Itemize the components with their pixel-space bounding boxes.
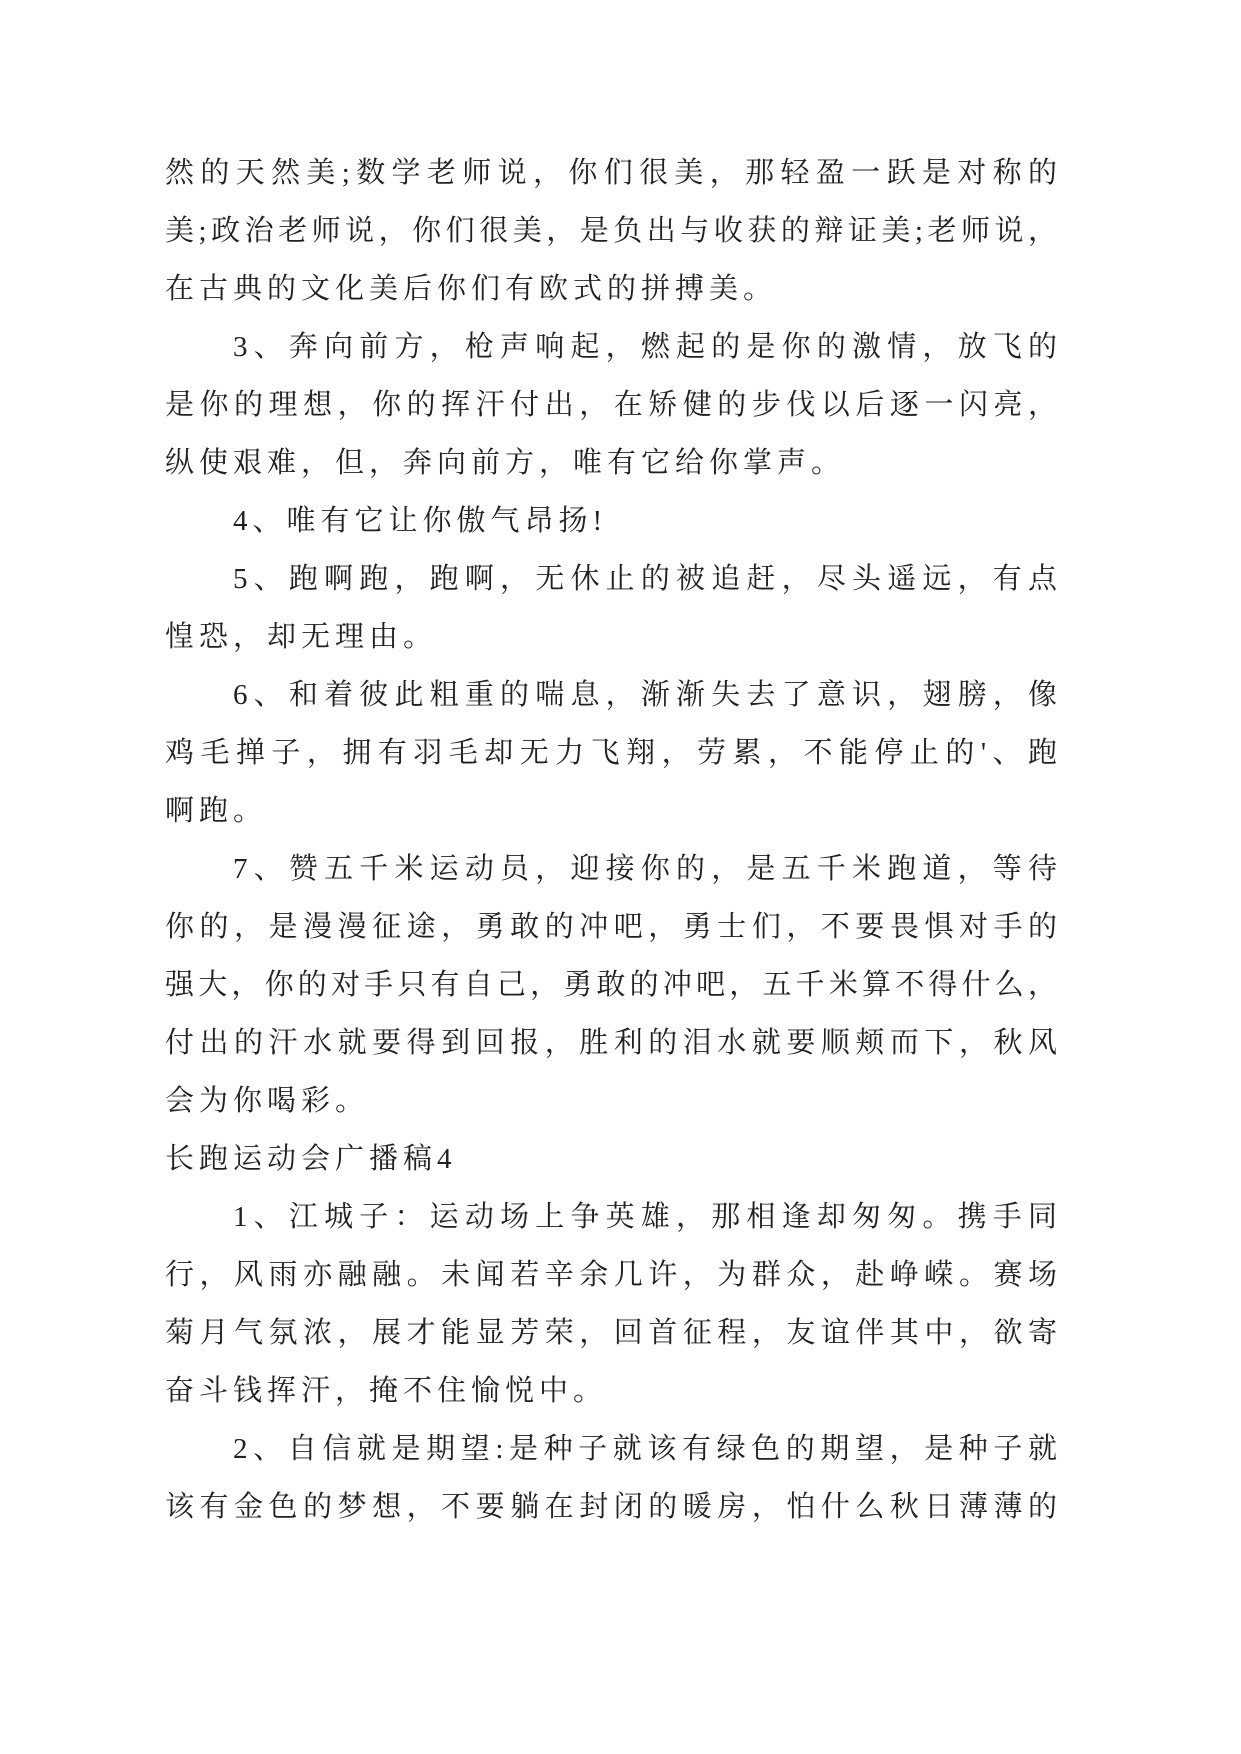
text-line: 该有金色的梦想，不要躺在封闭的暖房，怕什么秋日薄薄的 (165, 1491, 1057, 1523)
text-line: 2、自信就是期望:是种子就该有绿色的期望，是种子就 (233, 1433, 1057, 1465)
text-line: 强大，你的对手只有自己，勇敢的冲吧，五千米算不得什么， (165, 969, 1057, 1001)
text-line: 在古典的文化美后你们有欧式的拼搏美。 (165, 273, 778, 305)
text-line: 4、唯有它让你傲气昂扬! (233, 505, 608, 537)
text-line: 菊月气氛浓，展才能显芳荣，回首征程，友谊伴其中，欲寄 (165, 1317, 1057, 1349)
document-text-block (165, 144, 1057, 1536)
text-line: 5、跑啊跑，跑啊，无休止的被追赶，尽头遥远，有点 (233, 563, 1057, 595)
text-line: 奋斗钱挥汗，掩不住愉悦中。 (165, 1375, 608, 1407)
text-line: 行，风雨亦融融。未闻若辛余几许，为群众，赴峥嵘。赛场 (165, 1259, 1057, 1291)
text-line: 美;政治老师说，你们很美，是负出与收获的辩证美;老师说， (165, 215, 1057, 247)
text-line: 然的天然美;数学老师说，你们很美，那轻盈一跃是对称的 (165, 157, 1057, 189)
section-heading: 长跑运动会广播稿4 (165, 1143, 457, 1175)
text-line: 6、和着彼此粗重的喘息，渐渐失去了意识，翅膀，像 (233, 679, 1057, 711)
text-line: 会为你喝彩。 (165, 1085, 370, 1117)
text-line: 付出的汗水就要得到回报，胜利的泪水就要顺颊而下，秋风 (165, 1027, 1057, 1059)
text-line: 1、江城子：运动场上争英雄，那相逢却匆匆。携手同 (233, 1201, 1057, 1233)
text-line: 是你的理想，你的挥汗付出，在矫健的步伐以后逐一闪亮， (165, 389, 1057, 421)
text-line: 你的，是漫漫征途，勇敢的冲吧，勇士们，不要畏惧对手的 (165, 911, 1057, 943)
text-line: 7、赞五千米运动员，迎接你的，是五千米跑道，等待 (233, 853, 1057, 885)
text-line: 啊跑。 (165, 795, 268, 827)
text-line: 3、奔向前方，枪声响起，燃起的是你的激情，放飞的 (233, 331, 1057, 363)
text-line: 惶恐，却无理由。 (165, 621, 438, 653)
text-line: 纵使艰难，但，奔向前方，唯有它给你掌声。 (165, 447, 846, 479)
text-line: 鸡毛掸子，拥有羽毛却无力飞翔，劳累，不能停止的'、跑 (165, 737, 1057, 769)
